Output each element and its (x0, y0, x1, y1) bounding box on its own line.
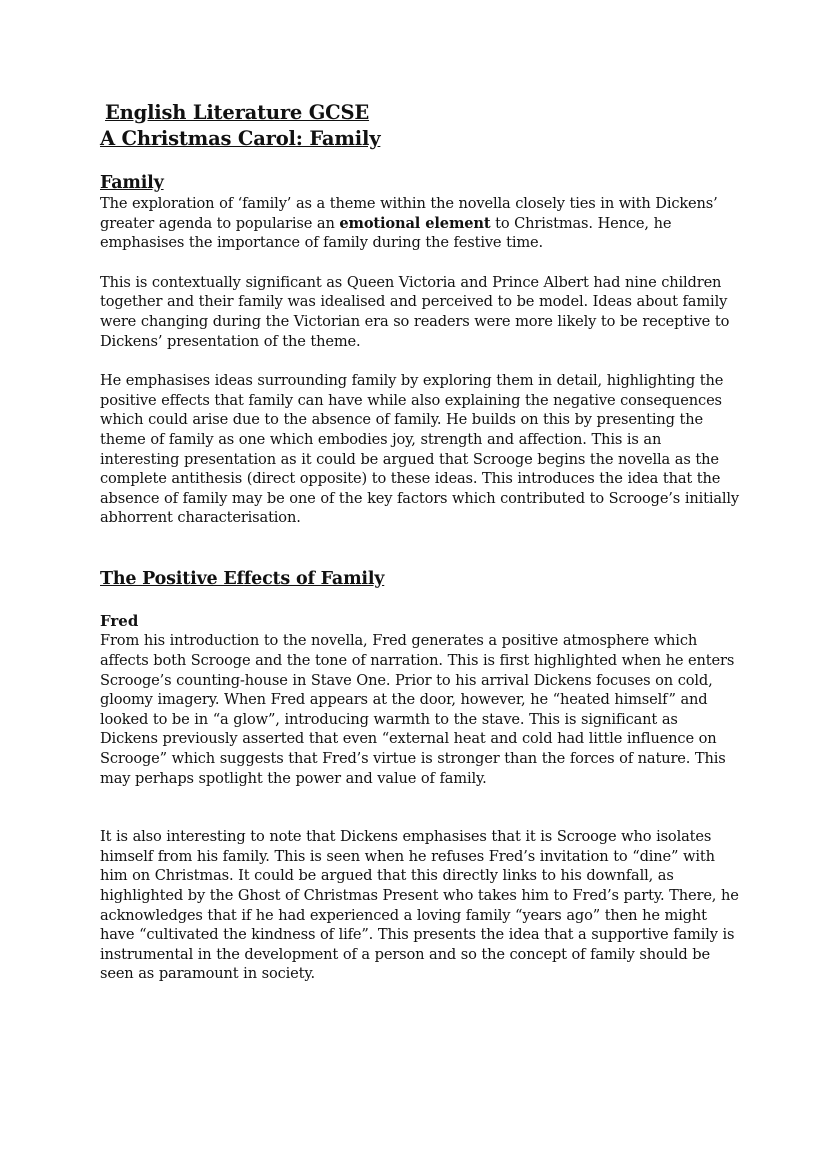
family-p1-text-a: The exploration of ‘family’ as a theme within the novella closely ties in with Dickens’ greater agenda to popularise an (100, 195, 718, 232)
family-paragraph-3: He emphasises ideas surrounding family by exploring them in detail, highlighting the positive effects that family can have while also explaining the negative consequences which could arise due to the absence of family. He builds on this by presenting the theme of family as one which embodies joy, strength and affection. This is an interesting presentation as it could be argued that Scrooge begins the novella as the complete antithesis (direct opposite) to these ideas. This introduces the idea that the absence of family may be one of the key factors which contributed to Scrooge’s initially abhorrent characterisation. (100, 372, 740, 527)
family-paragraph-2: This is contextually significant as Queen Victoria and Prince Albert had nine children together and their family was idealised and perceived to be model. Ideas about family were changing during the Victorian era so readers were more likely to be receptive to Dickens’ presentation of the theme. (100, 273, 730, 350)
title-line-2: A Christmas Carol: Family (100, 127, 381, 150)
positive-effects-heading: The Positive Effects of Family (100, 568, 385, 589)
fred-paragraph-1: From his introduction to the novella, Fred generates a positive atmosphere which affects both Scrooge and the tone of narration. This is first highlighted when he enters Scrooge’s counting-house in Stave One. Prior to his arrival Dickens focuses on cold, gloomy imagery. When Fred appears at the door, however, he “heated himself” and looked to be in “a glow”, introducing warmth to the stave. This is significant as Dickens previously asserted that even “external heat and cold had little influence on Scrooge” which suggests that Fred’s virtue is stronger than the forces of nature. This may perhaps spotlight the power and value of family. (100, 632, 735, 787)
fred-paragraph-2: It is also interesting to note that Dickens emphasises that it is Scrooge who isolates himself from his family. This is seen when he refuses Fred’s invitation to “dine” with him on Christmas. It could be argued that this directly links to his downfall, as highlighted by the Ghost of Christmas Present who takes him to Fred’s party. There, he acknowledges that if he had experienced a loving family “years ago” then he might have “cultivated the kindness of life”. This presents the idea that a supportive family is instrumental in the development of a person and so the concept of family should be seen as paramount in society. (100, 828, 739, 983)
document-page (100, 100, 740, 984)
fred-heading: Fred (100, 611, 139, 630)
family-p1-text-b: to Christmas. Hence, he emphasises the importance of family during the festive time. (100, 214, 672, 252)
emphasis-emotional-element: emotional element (339, 214, 491, 232)
family-paragraph-1 (100, 194, 740, 253)
family-heading: Family (100, 173, 164, 193)
document-title (100, 100, 740, 152)
title-line-1: English Literature GCSE (105, 101, 370, 124)
